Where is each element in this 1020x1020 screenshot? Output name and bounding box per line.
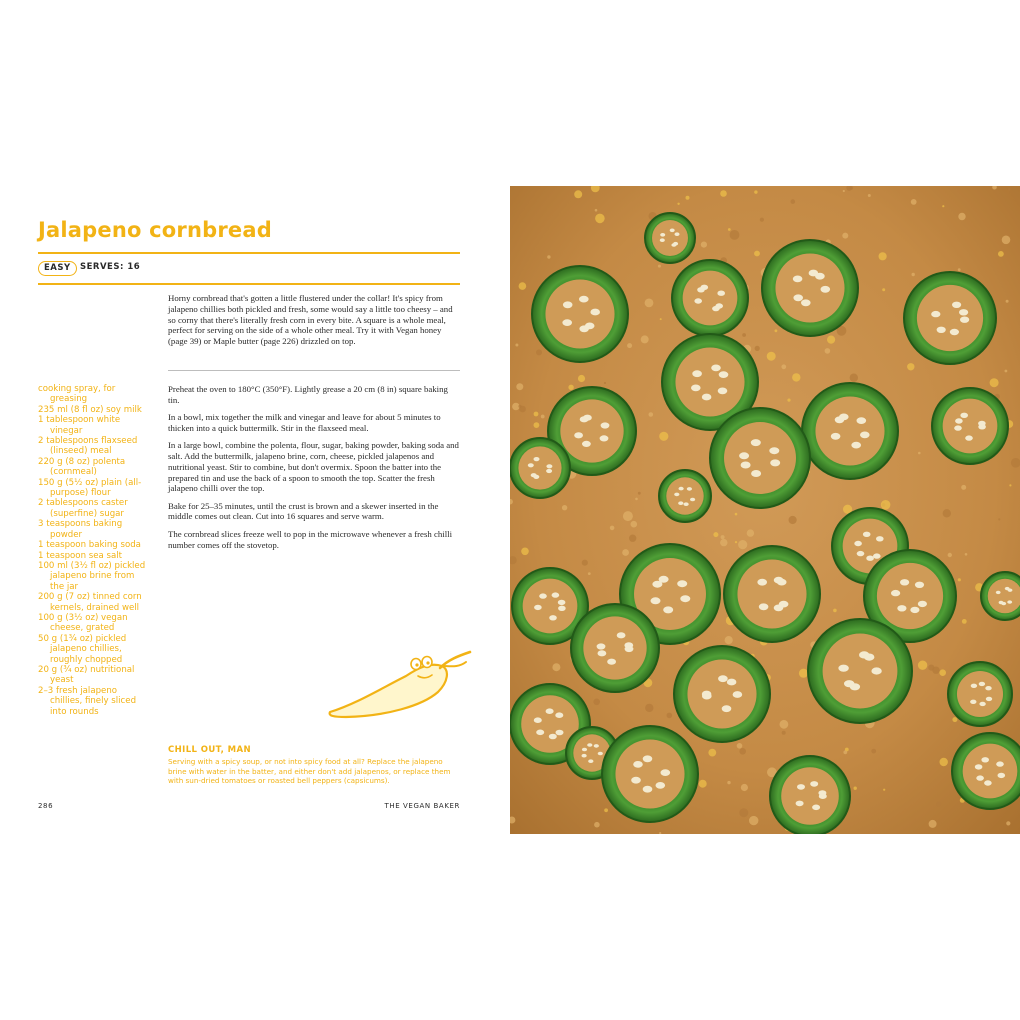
ingredient-item: 1 teaspoon baking soda xyxy=(38,540,141,551)
method-step: Bake for 25–35 minutes, until the crust is brown and a skewer inserted in the middle comes out clean. Cut into 16 squares and serve warm. xyxy=(168,500,439,522)
meta-rule xyxy=(38,283,460,285)
ingredient-list xyxy=(38,384,146,717)
ingredient-item: 150 g (5½ oz) plain (all-purpose) flour xyxy=(38,477,142,499)
difficulty-badge: EASY xyxy=(38,261,77,276)
title-rule xyxy=(38,252,460,254)
ingredient-item: 235 ml (8 fl oz) soy milk xyxy=(38,404,142,415)
ingredient-item: 1 teaspoon sea salt xyxy=(38,550,123,561)
method-step: Preheat the oven to 180°C (350°F). Lightly grease a 20 cm (8 in) square baking tin. xyxy=(168,384,448,405)
method-step: In a bowl, mix together the milk and vinegar and leave for about 5 minutes to thicken into a quick buttermilk. Stir in the flaxseed meal. xyxy=(168,412,441,433)
ingredient-item: 100 g (3½ oz) vegan cheese, grated xyxy=(38,612,128,634)
ingredient-item: 100 ml (3½ fl oz) pickled jalapeno brine from the jar xyxy=(38,560,146,592)
ingredient-item: cooking spray, for greasing xyxy=(38,384,116,405)
serves-label: SERVES: 16 xyxy=(80,262,141,272)
ingredient-item: 3 teaspoons baking powder xyxy=(38,519,123,540)
ingredient-item: 200 g (7 oz) tinned corn kernels, drained well xyxy=(38,592,142,613)
ingredient-item: 2 tablespoons flaxseed (linseed) meal xyxy=(38,436,138,457)
ingredient-item: 1 tablespoon white vinegar xyxy=(38,415,121,436)
recipe-intro: Horny cornbread that's gotten a little flustered under the collar! It's spicy from jalapeno chillies both pickled and fresh, some would say a little too cheesy – and so corny that there's literally fresh corn in every bite. A square is a whole meal, perfect for serving on the side of a whole other meal. Try it with Vegan honey (page 39) or Maple butter (page 226) drizzled on top. xyxy=(168,293,453,347)
tip-body: Serving with a spicy soup, or not into spicy food at all? Replace the jalapeno brine with water in the batter, and either don't add jalapenos, or replace them with sun-dried tomatoes or roasted bell peppers (capsicums). xyxy=(168,757,451,786)
cornbread-with-jalapenos-icon xyxy=(510,186,1020,834)
tip-title: CHILL OUT, MAN xyxy=(168,745,251,755)
method-step: In a large bowl, combine the polenta, flour, sugar, baking powder, baking soda and salt. Add the buttermilk, jalapeno brine, corn, cheese, pickled jalapenos and nutritional yeast. Stir to combine, but don't overmix. Spoon the batter into the prepared tin and use the back of a spoon to smooth the top. Scatter the fresh jalapeno chilli over the top. xyxy=(168,440,459,494)
cornbread-photo xyxy=(510,186,1020,834)
chilli-illustration-icon xyxy=(326,646,474,720)
ingredient-item: 2–3 fresh jalapeno chillies, finely sliced into rounds xyxy=(38,685,137,717)
book-title: THE VEGAN BAKER xyxy=(384,802,460,810)
method-steps xyxy=(168,384,460,557)
ingredient-item: 2 tablespoons caster (superfine) sugar xyxy=(38,498,128,519)
method-step: The cornbread slices freeze well to pop in the microwave whenever a fresh chilli number comes off the stovetop. xyxy=(168,528,453,550)
ingredient-item: 20 g (¾ oz) nutritional yeast xyxy=(38,664,135,686)
ingredient-item: 220 g (8 oz) polenta (cornmeal) xyxy=(38,456,126,478)
page-number: 286 xyxy=(38,802,54,810)
ingredient-item: 50 g (1¾ oz) pickled jalapeno chillies, roughly chopped xyxy=(38,633,127,665)
recipe-title: Jalapeno cornbread xyxy=(38,218,272,242)
intro-divider xyxy=(168,370,460,371)
